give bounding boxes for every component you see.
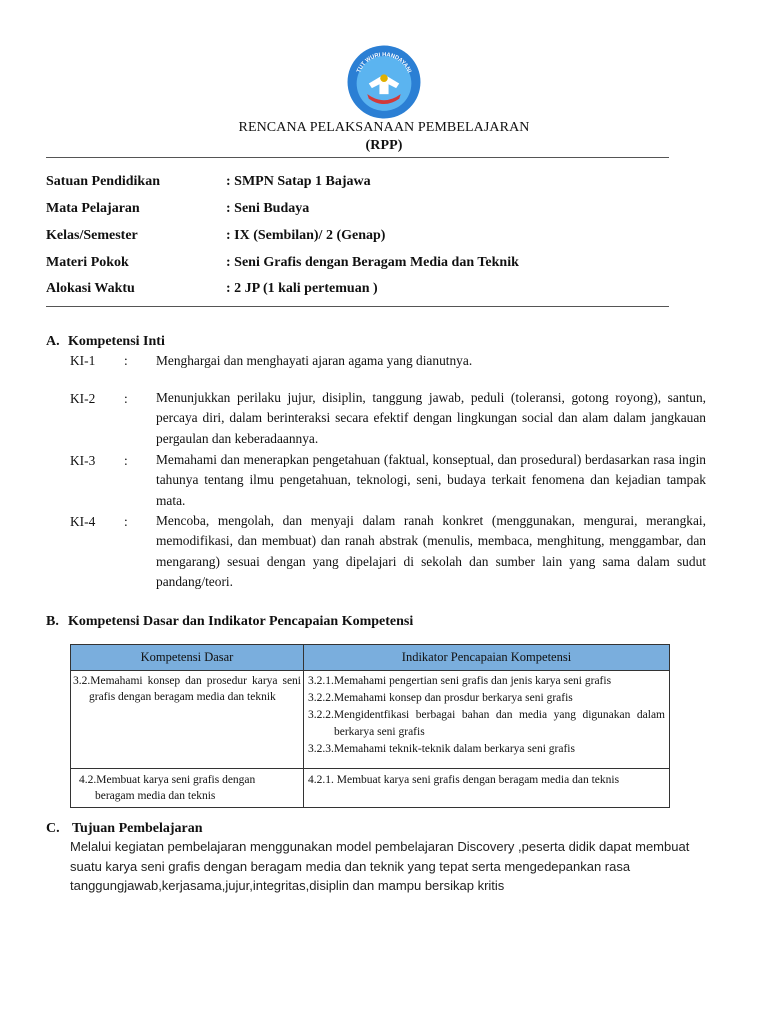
table-header-row [71, 645, 670, 671]
ki-colon: : [124, 514, 128, 529]
indicator-cell [304, 671, 670, 769]
tut-wuri-handayani-logo [346, 44, 422, 120]
indicator-item: 3.2.3.Memahami teknik-teknik dalam berkarya seni grafis [308, 743, 575, 755]
top-divider [46, 157, 669, 158]
competency-table [70, 644, 670, 808]
identity-value: : Seni Budaya [226, 201, 310, 216]
table-row [71, 769, 670, 808]
logo-ring-text: TUT WURI HANDAYANI [356, 52, 412, 74]
identity-value: : Seni Grafis dengan Beragam Media dan Teknik [226, 255, 519, 270]
indicator-item: 3.2.1.Memahami pengertian seni grafis dan jenis karya seni grafis [308, 675, 612, 687]
indicator-item: 3.2.2.Mengidentfikasi berbagai bahan dan media yang digunakan dalam berkarya seni grafis [308, 709, 665, 738]
document-subtitle: (RPP) [365, 138, 403, 153]
identity-label: Materi Pokok [46, 255, 129, 270]
ki-text: Menghargai dan menghayati ajaran agama yang dianutnya. [156, 353, 473, 368]
table-row [71, 671, 670, 769]
identity-value: : IX (Sembilan)/ 2 (Genap) [226, 228, 386, 243]
identity-label: Mata Pelajaran [46, 201, 140, 216]
section-c-text: Melalui kegiatan pembelajaran menggunakan model pembelajaran Discovery ,peserta didik dapat membuat suatu karya seni grafis dengan beragam media dan teknik yang tepat serta mengedepankan rasa tanggungjawab,kerjasama,jujur,integritas,disiplin dan mampu bersikap kritis [70, 839, 690, 893]
ki-code: KI-3 [70, 453, 96, 468]
ki-text: Mencoba, mengolah, dan menyaji dalam ranah konkret (menggunakan, mengurai, merangkai, memodifikasi, dan membuat) dan ranah abstrak (menulis, membaca, menghitung, menggambar, dan mengarang) sesuai dengan yang dipelajari di sekolah dan sumber lain yang sama dalam sudut pandang/teori. [156, 513, 706, 590]
kd-cell [71, 671, 304, 769]
kd-cell [71, 769, 304, 808]
section-a-title: Kompetensi Inti [68, 334, 165, 349]
ki-code: KI-1 [70, 353, 96, 368]
logo-flame [380, 74, 388, 82]
ki-text: Memahami dan menerapkan pengetahuan (faktual, konseptual, dan prosedural) berdasarkan rasa ingin tahunya tentang ilmu pengetahuan, teknologi, seni, budaya terkait fenomena dan kejadian tampak mata. [156, 452, 706, 508]
indicator-item: 4.2.1. Membuat karya seni grafis dengan beragam media dan teknis [308, 774, 620, 786]
indicator-cell [304, 769, 670, 808]
section-a-letter: A. [46, 334, 60, 349]
document-title: RENCANA PELAKSANAAN PEMBELAJARAN [238, 120, 530, 135]
ki-text: Menunjukkan perilaku jujur, disiplin, tanggung jawab, peduli (toleransi, gotong royong), santun, percaya diri, dalam berinteraksi secara efektif dengan lingkungan social dan alam dalam jangkauan pergaulan dan keberadaannya. [156, 390, 706, 446]
ki-colon: : [124, 391, 128, 406]
table-header-kd: Kompetensi Dasar [71, 645, 304, 671]
kd-text: 3.2.Memahami konsep dan prosedur karya seni grafis dengan beragam media dan teknik [73, 675, 301, 703]
identity-label: Kelas/Semester [46, 228, 138, 243]
table-header-indicator: Indikator Pencapaian Kompetensi [304, 645, 670, 671]
identity-value: : 2 JP (1 kali pertemuan ) [226, 281, 378, 296]
bottom-divider [46, 306, 669, 307]
indicator-item: 3.2.2.Memahami konsep dan prosdur berkarya seni grafis [308, 692, 573, 704]
section-b-title: Kompetensi Dasar dan Indikator Pencapaian Kompetensi [68, 614, 414, 629]
identity-value: : SMPN Satap 1 Bajawa [226, 174, 371, 189]
identity-label: Alokasi Waktu [46, 281, 135, 296]
section-c-title: Tujuan Pembelajaran [72, 821, 203, 836]
ki-code: KI-2 [70, 391, 96, 406]
kd-text: 4.2.Membuat karya seni grafis dengan beragam media dan teknis [79, 774, 256, 802]
ki-colon: : [124, 353, 128, 368]
section-c-letter: C. [46, 821, 60, 836]
section-b-letter: B. [46, 614, 59, 629]
ki-colon: : [124, 453, 128, 468]
ki-code: KI-4 [70, 514, 96, 529]
logo-torch-body [379, 80, 388, 94]
identity-label: Satuan Pendidikan [46, 174, 160, 189]
